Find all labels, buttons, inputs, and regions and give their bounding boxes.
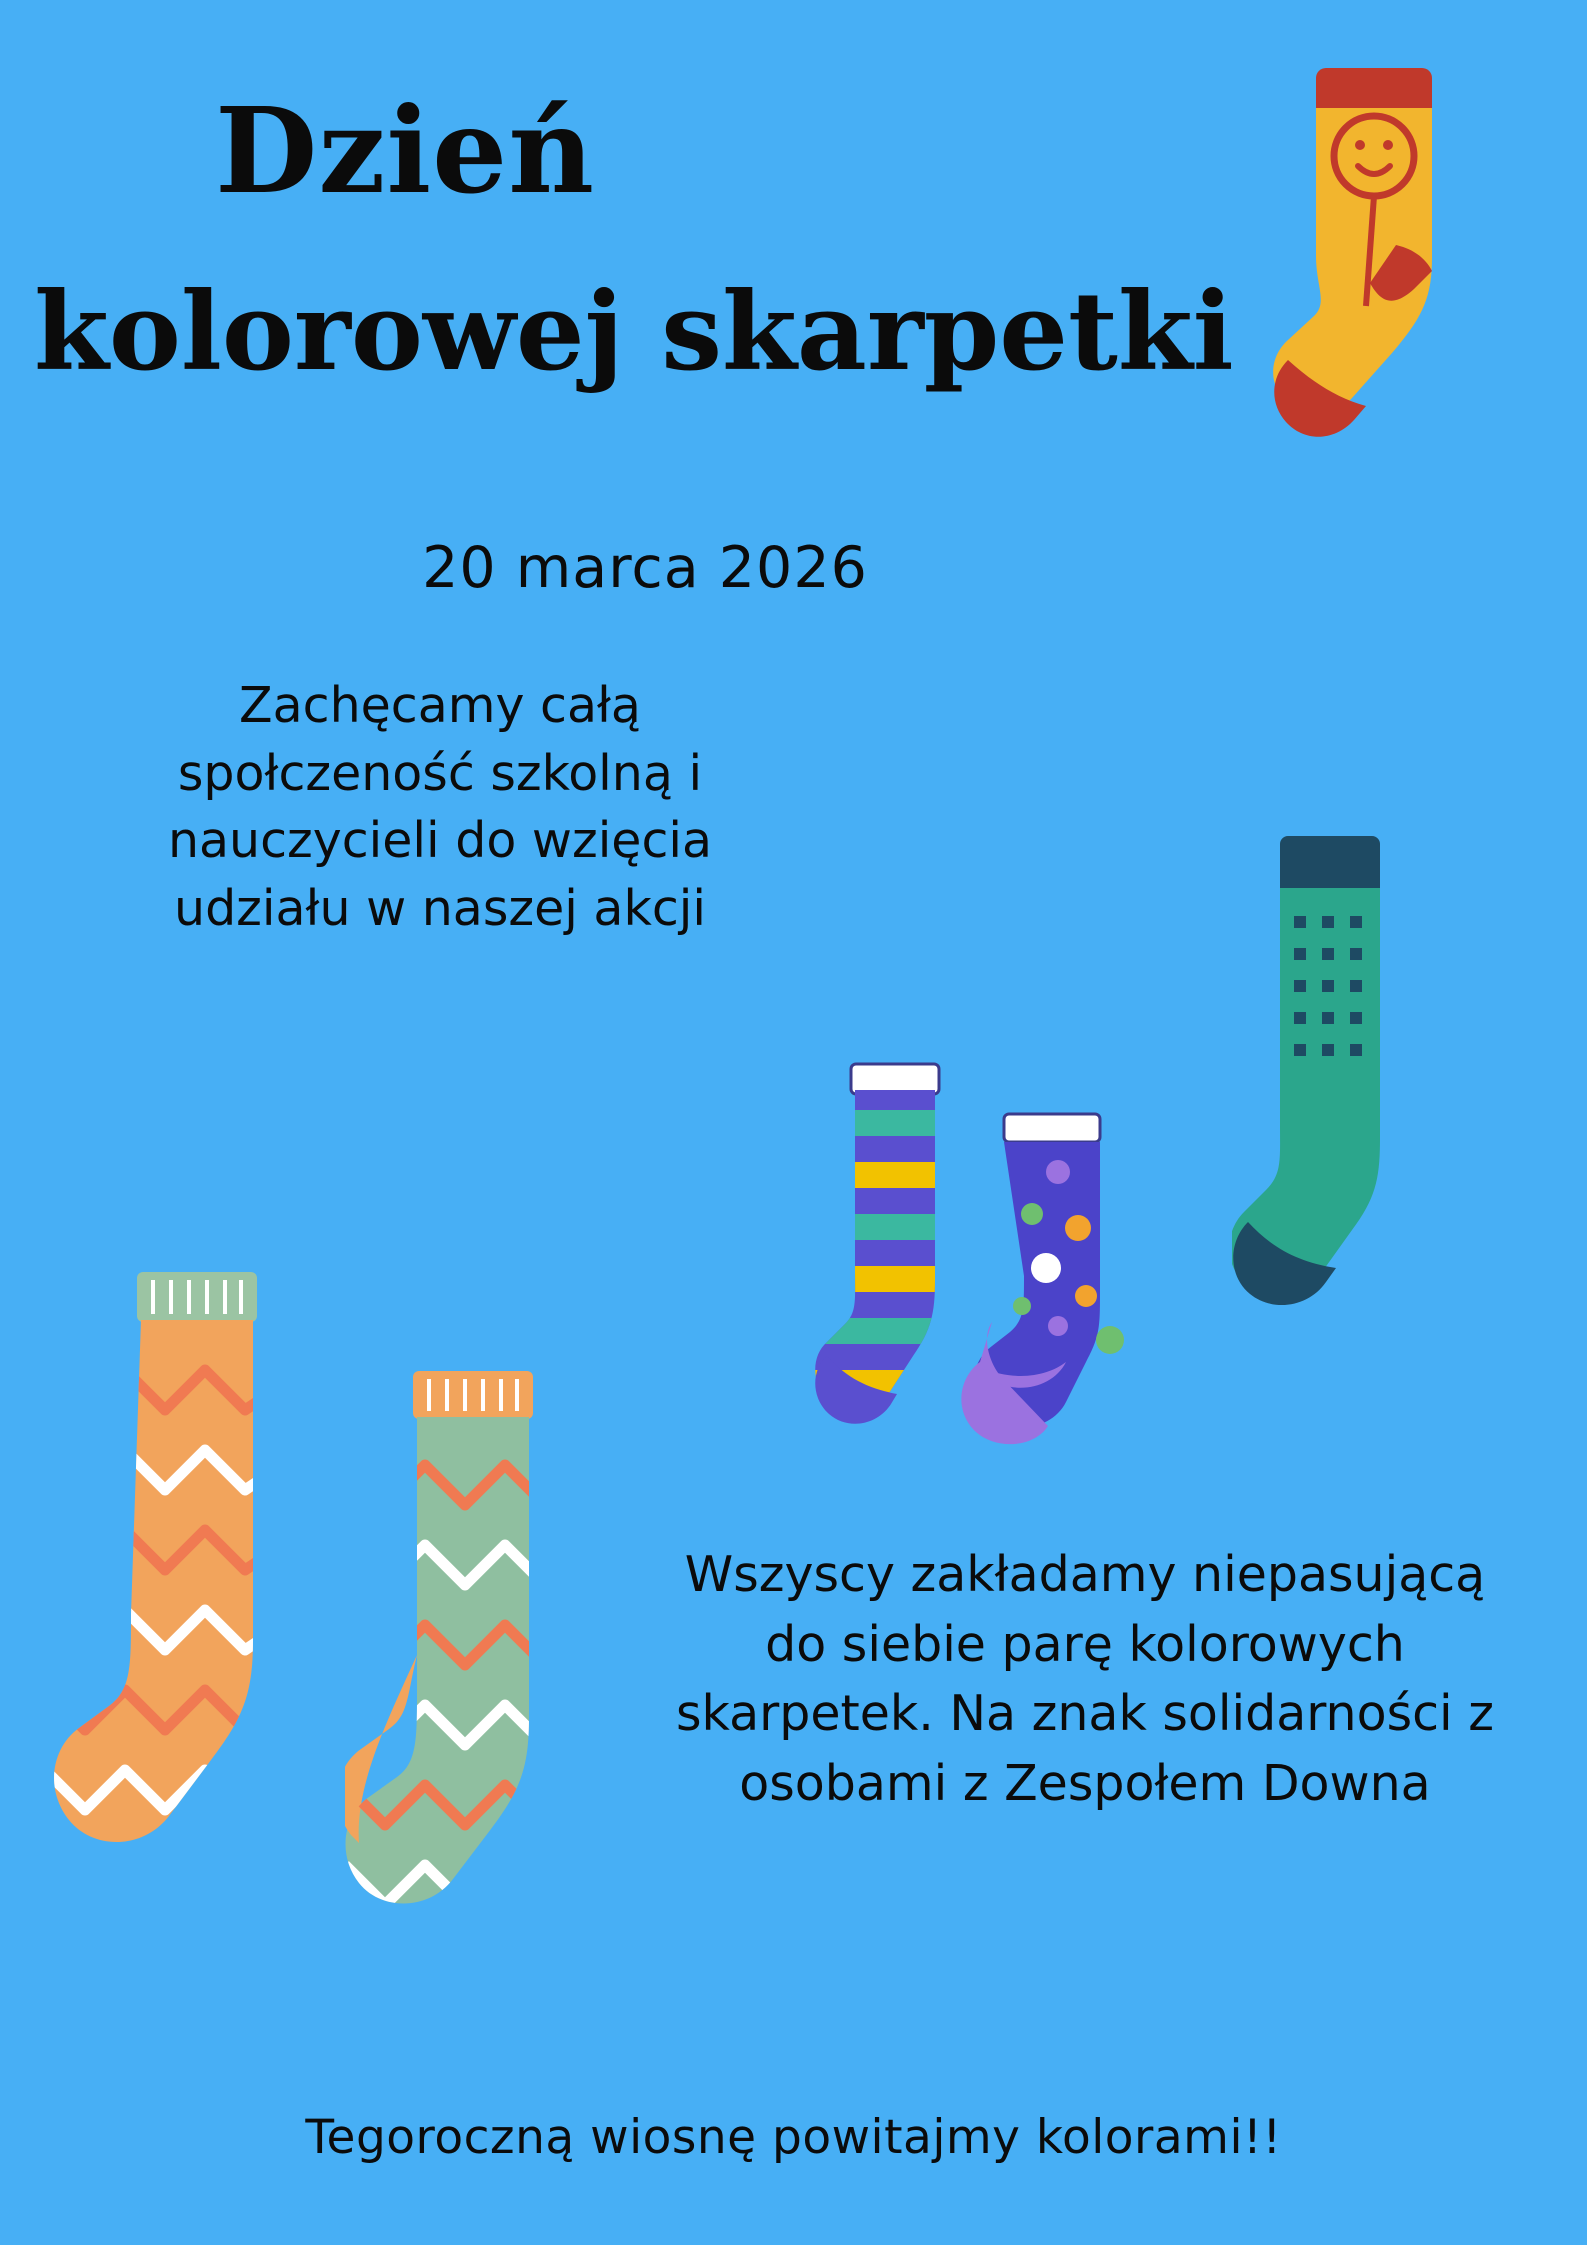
paragraph-left: Zachęcamy całą społczeność szkolną i nauczycieli do wzięcia udziału w naszej akcji (167, 677, 713, 937)
polka-dot-sock-icon (960, 1110, 1180, 1490)
orange-zigzag-sock-icon (45, 1250, 305, 1950)
footer-slogan: Tegoroczną wiosnę powitajmy kolorami!! (305, 2110, 1282, 2165)
smiley-sock-icon (1268, 60, 1478, 480)
teal-dotted-sock-icon (1232, 830, 1422, 1390)
page-title (0, 81, 1320, 395)
title-line-2: kolorowej skarpetki (34, 268, 1234, 395)
paragraph-right: Wszyscy zakładamy niepasującą do siebie parę kolorowych skarpetek. Na znak solidarności z osobami z Zespołem Downa (676, 1546, 1494, 1812)
event-date: 20 marca 2026 (422, 535, 868, 601)
green-zigzag-sock-icon (345, 1355, 605, 1995)
title-line-1: Dzień (215, 81, 596, 220)
striped-sock-icon (815, 1060, 975, 1510)
